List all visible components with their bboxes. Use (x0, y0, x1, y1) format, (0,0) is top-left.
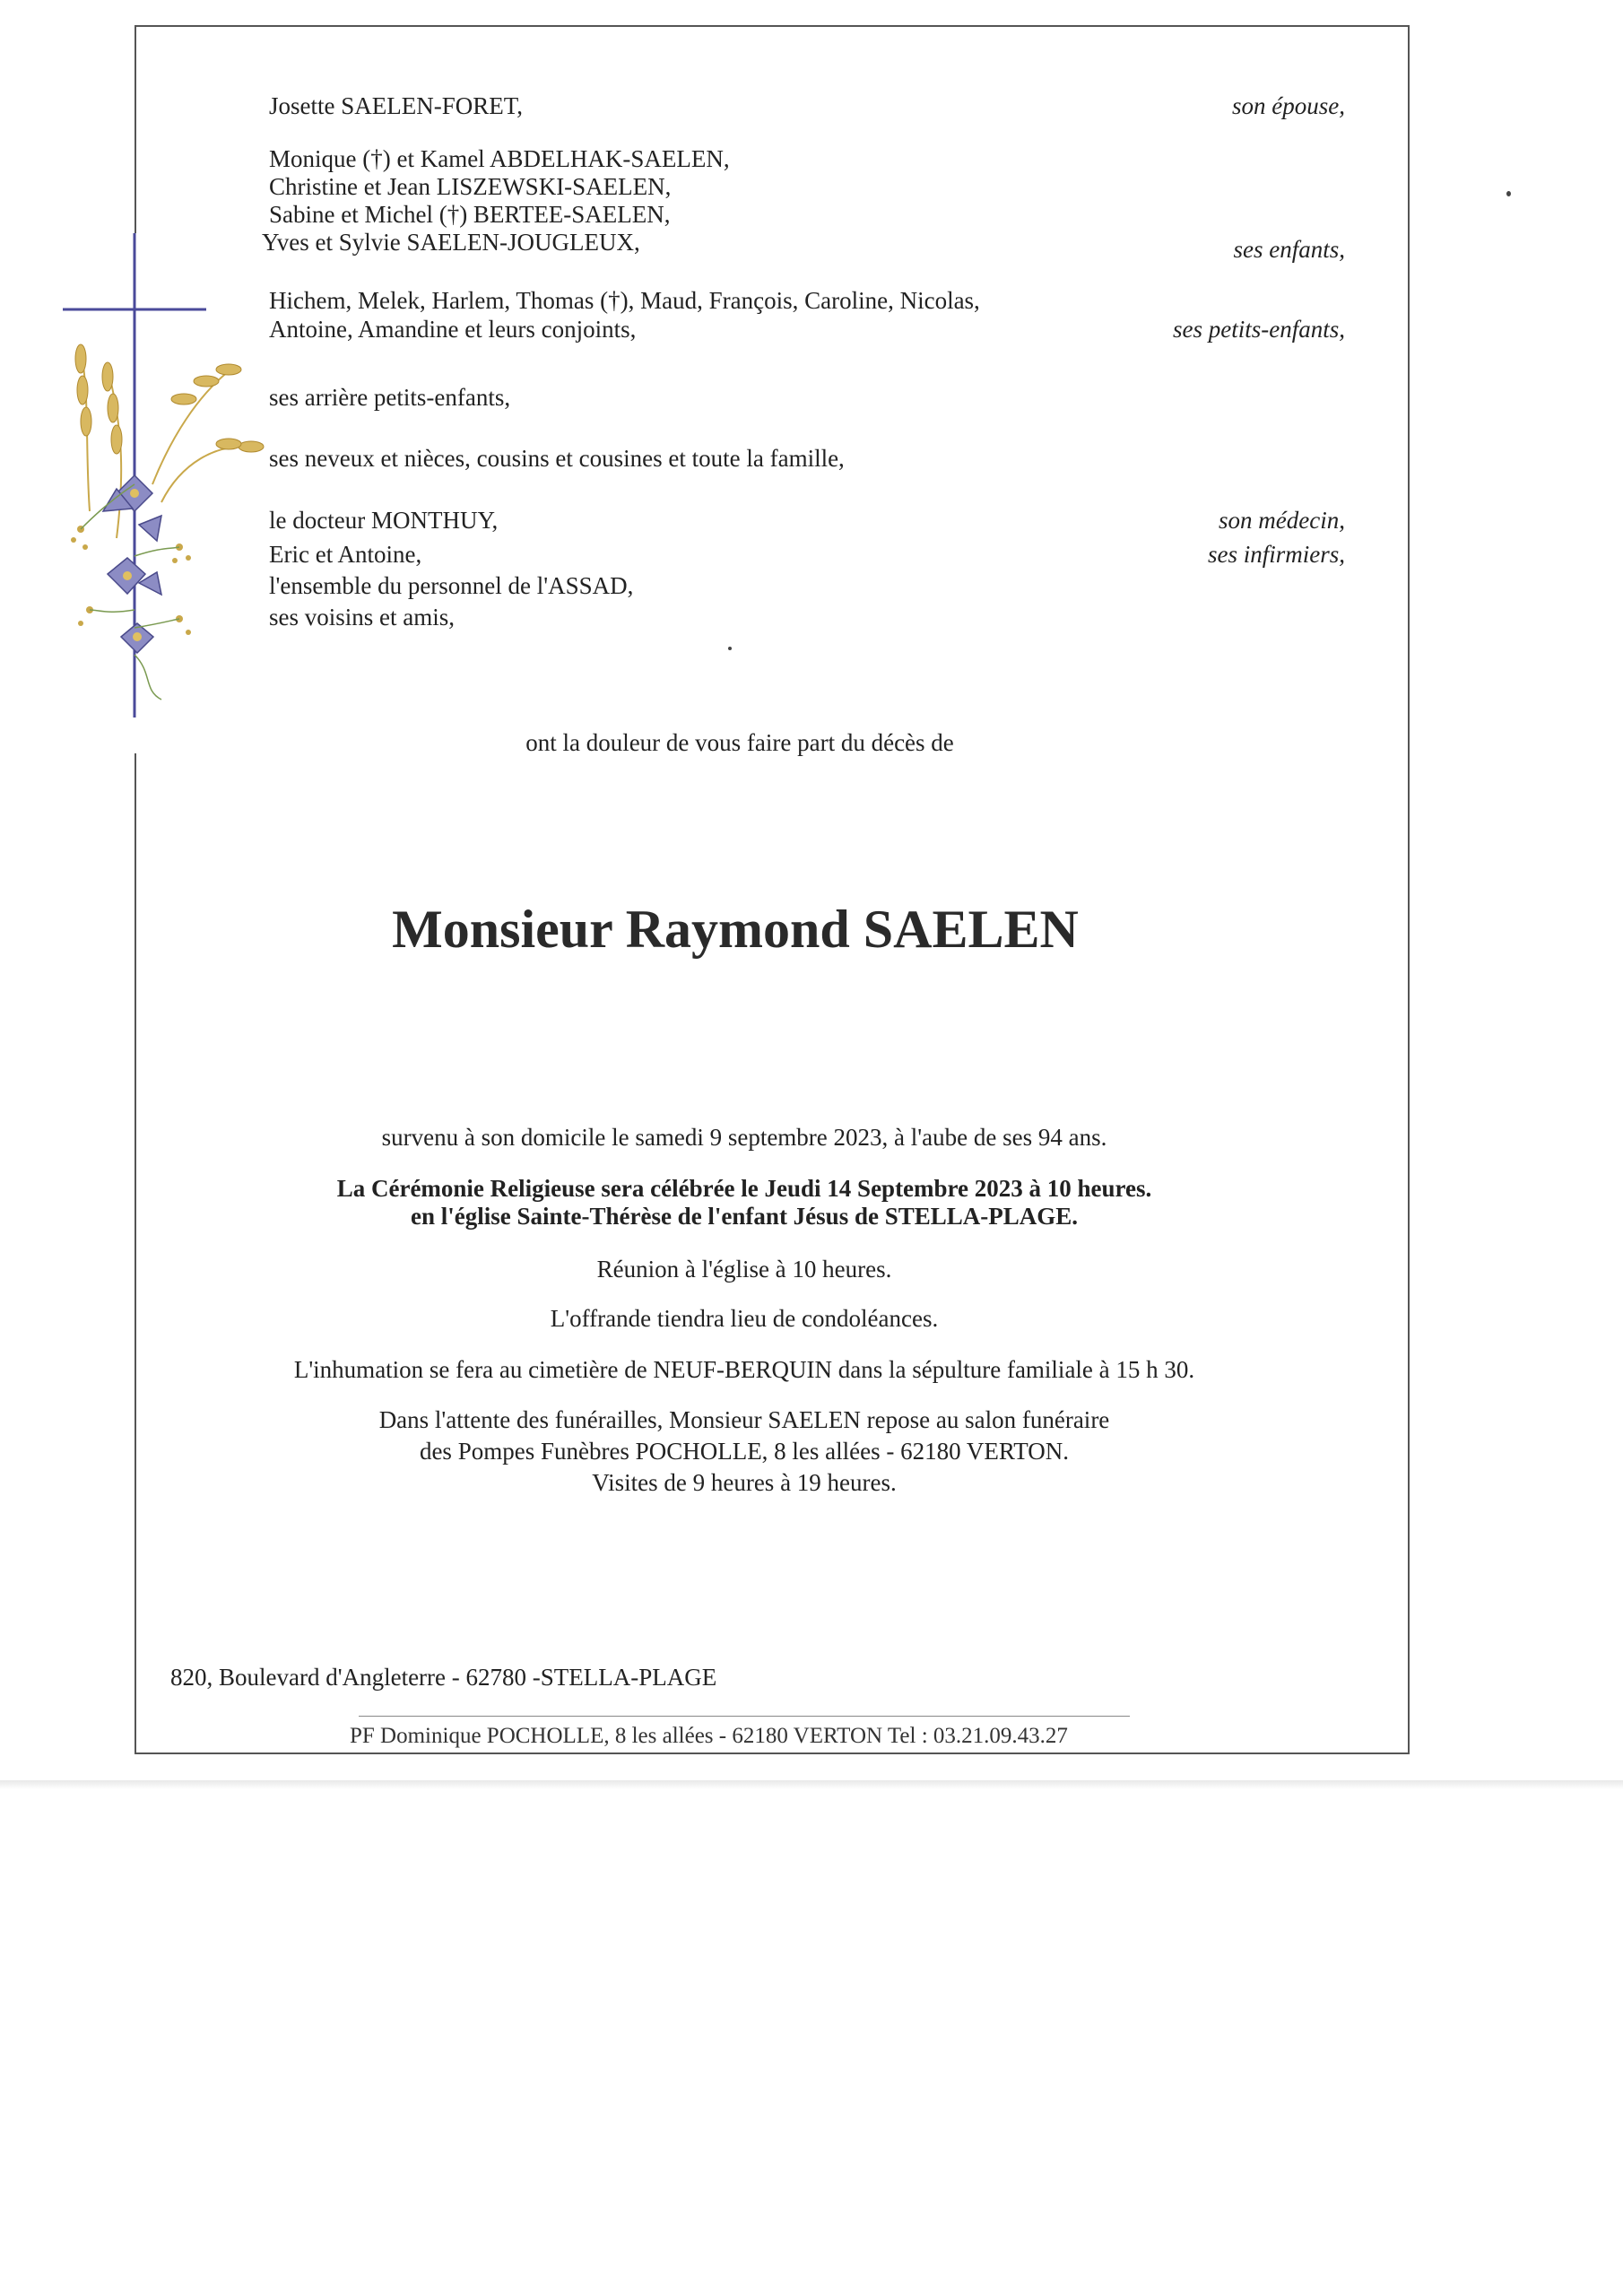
burial-info: L'inhumation se fera au cimetière de NEUF-BERQUIN dans la sépulture familiale à 15 h 30. (293, 1356, 1195, 1383)
spouse-name: Josette SAELEN-FORET, (269, 92, 523, 119)
ceremony-place: en l'église Sainte-Thérèse de l'enfant Jésus de STELLA-PLAGE. (410, 1203, 1079, 1230)
neighbors-line: ses voisins et amis, (269, 604, 455, 631)
viewing-hours: Visites de 9 heures à 19 heures. (592, 1469, 897, 1496)
church-meeting: Réunion à l'église à 10 heures. (596, 1256, 892, 1283)
grandchildren-line: Antoine, Amandine et leurs conjoints, (269, 316, 637, 343)
footer-divider (359, 1716, 1130, 1717)
child-line: Monique (†) et Kamel ABDELHAK-SAELEN, (269, 145, 730, 172)
relatives-line: ses neveux et nièces, cousins et cousines et toute la famille, (269, 445, 845, 472)
funeral-home-info: PF Dominique POCHOLLE, 8 les allées - 62180 VERTON Tel : 03.21.09.43.27 (350, 1724, 1068, 1748)
ceremony-date: La Cérémonie Religieuse sera célébrée le Jeudi 14 Septembre 2023 à 10 heures. (336, 1175, 1152, 1202)
spouse-role: son épouse, (1232, 92, 1345, 119)
offering-note: L'offrande tiendra lieu de condoléances. (550, 1305, 939, 1332)
child-line: Sabine et Michel (†) BERTEE-SAELEN, (269, 201, 671, 228)
viewing-line: Dans l'attente des funérailles, Monsieur SAELEN repose au salon funéraire (378, 1406, 1110, 1433)
child-line: Christine et Jean LISZEWSKI-SAELEN, (269, 173, 672, 200)
grandchildren-role: ses petits-enfants, (1173, 316, 1345, 343)
great-grandchildren-line: ses arrière petits-enfants, (269, 384, 511, 411)
children-role: ses enfants, (1233, 236, 1345, 263)
doctor-line: le docteur MONTHUY, (269, 507, 499, 534)
grandchildren-line: Hichem, Melek, Harlem, Thomas (†), Maud, François, Caroline, Nicolas, (269, 287, 980, 314)
cross-wheat-flowers-decoration (54, 215, 269, 718)
family-address: 820, Boulevard d'Angleterre - 62780 -STELLA-PLAGE (170, 1664, 717, 1691)
viewing-line: des Pompes Funèbres POCHOLLE, 8 les allées - 62180 VERTON. (419, 1438, 1070, 1465)
nurses-role: ses infirmiers, (1207, 541, 1345, 568)
child-line: Yves et Sylvie SAELEN-JOUGLEUX, (262, 229, 640, 256)
scan-speck (1506, 191, 1511, 196)
scan-edge-shadow (0, 1780, 1623, 1789)
scan-speck (728, 647, 732, 650)
doctor-role: son médecin, (1219, 507, 1345, 534)
nurses-line: Eric et Antoine, (269, 541, 422, 568)
death-info: survenu à son domicile le samedi 9 septembre 2023, à l'aube de ses 94 ans. (381, 1124, 1107, 1151)
announcement-intro: ont la douleur de vous faire part du décès de (525, 729, 954, 756)
deceased-name: Monsieur Raymond SAELEN (392, 900, 1079, 959)
assad-staff-line: l'ensemble du personnel de l'ASSAD, (269, 572, 634, 599)
